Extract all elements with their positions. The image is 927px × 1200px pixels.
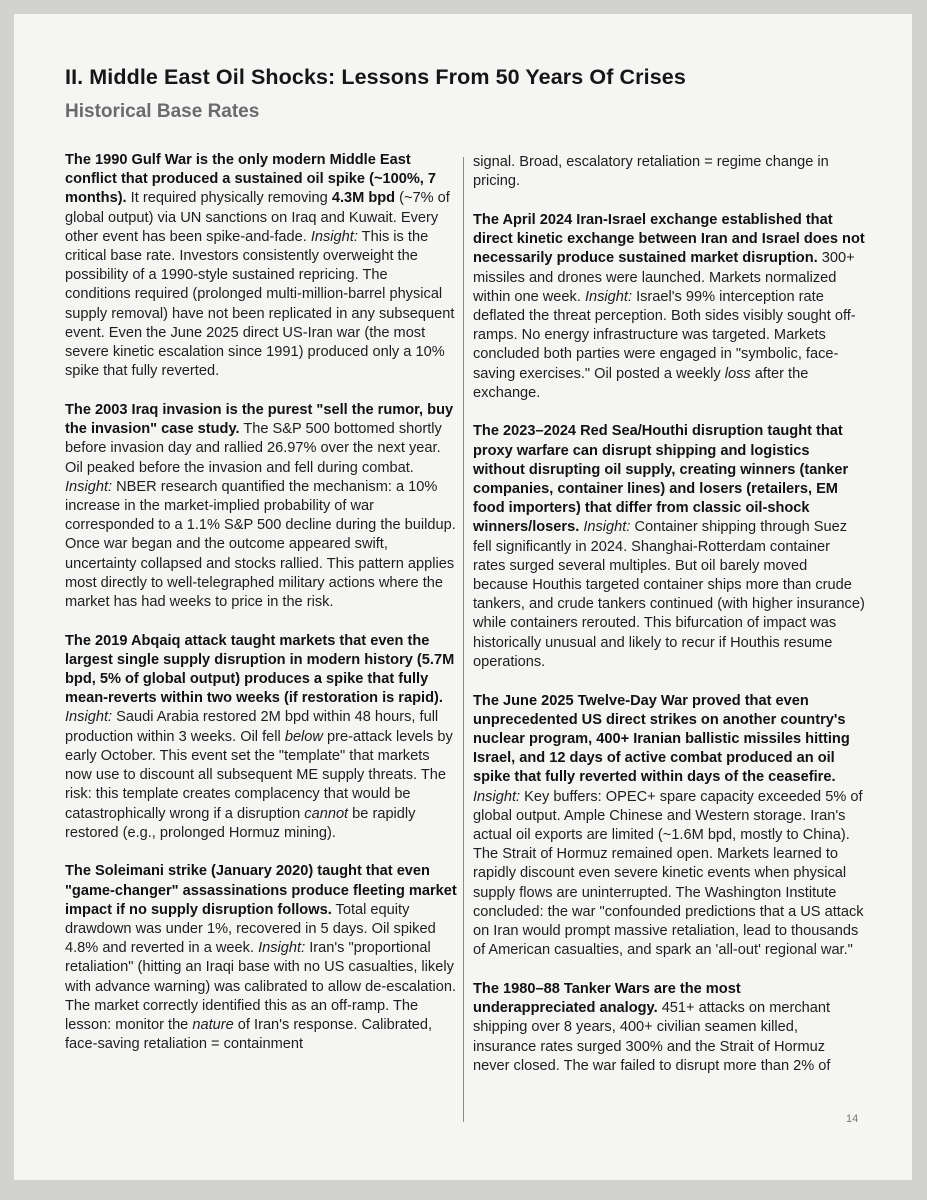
- paragraph-iraq-invasion: The 2003 Iraq invasion is the purest "sell the rumor, buy the invasion" case study. The S&P 500 bottomed shortly before invasion day and rallied 26.97% over the next year. Oil peaked before the invasion and fell during combat. Insight: NBER research quantified the mechanism: a 10% increase in the market-implied probability of war corresponded to a 1.1% S&P 500 decline during the buildup. Once war began and the outcome appeared swift, uncertainty collapsed and stocks rallied. This pattern applies most directly to well-telegraphed military actions where the market has had weeks to price in the risk.: [65, 401, 456, 610]
- paragraph-red-sea-houthi: The 2023–2024 Red Sea/Houthi disruption taught that proxy warfare can disrupt shipping and logistics without disrupting oil supply, creating winners (tanker companies, container lines) and losers (retailers, EM food importers) that differ from classic oil-shock winners/losers. Insight: Container shipping through Suez fell significantly in 2024. Shanghai-Rotterdam container rates surged several multiples. But oil barely moved because Houthis targeted container ships more than crude tankers, and crude tankers continued (with higher insurance) while containers rerouted. This bifurcation of impact was historically unusual and likely to recur if Houthis resume operations.: [473, 423, 865, 670]
- lead-sentence: The 2019 Abqaiq attack taught markets that even the largest single supply disruption in modern history (5.7M bpd, 5% of global output) produces a spike that fully mean-reverts within two weeks (if restoration is rapid).: [65, 632, 455, 707]
- paragraph-twelve-day-war: The June 2025 Twelve-Day War proved that even unprecedented US direct strikes on another country's nuclear program, 400+ Iranian ballistic missiles hitting Israel, and 12 days of active combat produced an oil spike that fully reverted within days of the ceasefire. Insight: Key buffers: OPEC+ spare capacity exceeded 5% of global output. Ample Chinese and Western storage. Iran's actual oil exports are limited (~1.6M bpd, mostly to China). The Strait of Hormuz remained open. Markets learned to rapidly discount even severe kinetic events when physical supply flows are uninterrupted. The Washington Institute concluded: the war "confounded predictions that a US attack on Iran would prompt massive retaliation, lead to thousands of American casualties, and spark an 'all-out' regional war.": [473, 692, 864, 959]
- insight-label: Insight:: [258, 940, 306, 957]
- page-title: II. Middle East Oil Shocks: Lessons From 50 Years Of Crises: [65, 65, 686, 89]
- lead-sentence: The 1980–88 Tanker Wars are the most underappreciated analogy.: [473, 980, 741, 1017]
- left-column: [65, 151, 457, 1054]
- emphasis: below: [284, 728, 323, 745]
- right-column: [473, 153, 865, 1076]
- paragraph-soleimani: The Soleimani strike (January 2020) taught that even "game-changer" assassinations produce fleeting market impact if no supply disruption follows. Total equity drawdown was under 1%, recovered in 5 days. Oil spiked 4.8% and reverted in a week. Insight: Iran's "proportional retaliation" (hitting an Iraqi base with no US casualties, likely with advance warning) was calibrated to allow de-escalation. The market correctly identified this as an off-ramp. The lesson: monitor the nature of Iran's response. Calibrated, face-saving retaliation = containment: [65, 863, 457, 1053]
- insight-label: Insight:: [65, 709, 113, 726]
- section-subtitle: Historical Base Rates: [65, 101, 260, 122]
- paragraph-abqaiq: The 2019 Abqaiq attack taught markets that even the largest single supply disruption in modern history (5.7M bpd, 5% of global output) produces a spike that fully mean-reverts within two weeks (if restoration is rapid). Insight: Saudi Arabia restored 2M bpd within 48 hours, full production within 3 weeks. Oil fell below pre-attack levels by early October. This event set the "template" that markets now use to discount all subsequent ME supply threats. The risk: this template creates complacency that would be catastrophically wrong if a disruption cannot be rapidly restored (e.g., prolonged Hormuz mining).: [65, 632, 455, 841]
- emphasis: nature: [192, 1017, 234, 1034]
- lead-sentence: The June 2025 Twelve-Day War proved that even unprecedented US direct strikes on another country's nuclear program, 400+ Iranian ballistic missiles hitting Israel, and 12 days of active combat produced an oil spike that fully reverted within days of the ceasefire.: [473, 692, 850, 786]
- insight-label: Insight:: [473, 788, 521, 805]
- lead-sentence: The 2003 Iraq invasion is the purest "sell the rumor, buy the invasion" case study.: [65, 401, 454, 438]
- document-page: [14, 14, 912, 1180]
- insight-label: Insight:: [65, 478, 113, 495]
- lead-sentence: The 2023–2024 Red Sea/Houthi disruption taught that proxy warfare can disrupt shipping and logistics without disrupting oil supply, creating winners (tanker companies, container lines) and losers (retailers, EM food importers) that differ from classic oil-shock winners/losers.: [473, 423, 849, 536]
- emphasis: cannot: [304, 805, 349, 822]
- paragraph-continuation: signal. Broad, escalatory retaliation = regime change in pricing.: [473, 154, 829, 190]
- paragraph-iran-israel-2024: The April 2024 Iran-Israel exchange established that direct kinetic exchange between Iran and Israel does not necessarily produce sustained market disruption. 300+ missiles and drones were launched. Markets normalized within one week. Insight: Israel's 99% interception rate deflated the threat perception. Both sides visibly sought off-ramps. No energy infrastructure was targeted. Markets concluded both parties were engaged in "symbolic, face-saving exercises." Oil posted a weekly loss after the exchange.: [473, 211, 865, 401]
- page-number: 14: [846, 1113, 859, 1125]
- emphasis: loss: [724, 365, 751, 382]
- paragraph-gulf-war: The 1990 Gulf War is the only modern Middle East conflict that produced a sustained oil spike (~100%, 7 months). It required physically removing 4.3M bpd (~7% of global output) via UN sanctions on Iraq and Kuwait. Every other event has been spike-and-fade. Insight: This is the critical base rate. Investors consistently overweight the possibility of a 1990-style sustained repricing. The conditions required (prolonged multi-million-barrel physical supply removal) have not been replicated in any subsequent event. Even the June 2025 direct US-Iran war (the most severe kinetic escalation since 1991) produced only a 10% spike that fully reverted.: [65, 152, 455, 380]
- column-divider: [463, 157, 464, 1122]
- lead-sentence: The Soleimani strike (January 2020) taught that even "game-changer" assassinations produce fleeting market impact if no supply disruption follows.: [65, 863, 457, 918]
- lead-sentence: The April 2024 Iran-Israel exchange established that direct kinetic exchange between Iran and Israel does not necessarily produce sustained market disruption.: [473, 211, 865, 267]
- insight-label: Insight:: [584, 288, 633, 305]
- insight-label: Insight:: [583, 519, 631, 536]
- bold-figure: 4.3M bpd: [331, 190, 396, 207]
- insight-label: Insight:: [310, 228, 358, 245]
- lead-sentence: The 1990 Gulf War is the only modern Middle East conflict that produced a sustained oil spike (~100%, 7 months).: [65, 152, 437, 207]
- paragraph-tanker-wars: The 1980–88 Tanker Wars are the most underappreciated analogy. 451+ attacks on merchant shipping over 8 years, 400+ civilian seamen killed, insurance rates surged 300% and the Strait of Hormuz never closed. The war failed to disrupt more than 2% of: [473, 980, 831, 1074]
